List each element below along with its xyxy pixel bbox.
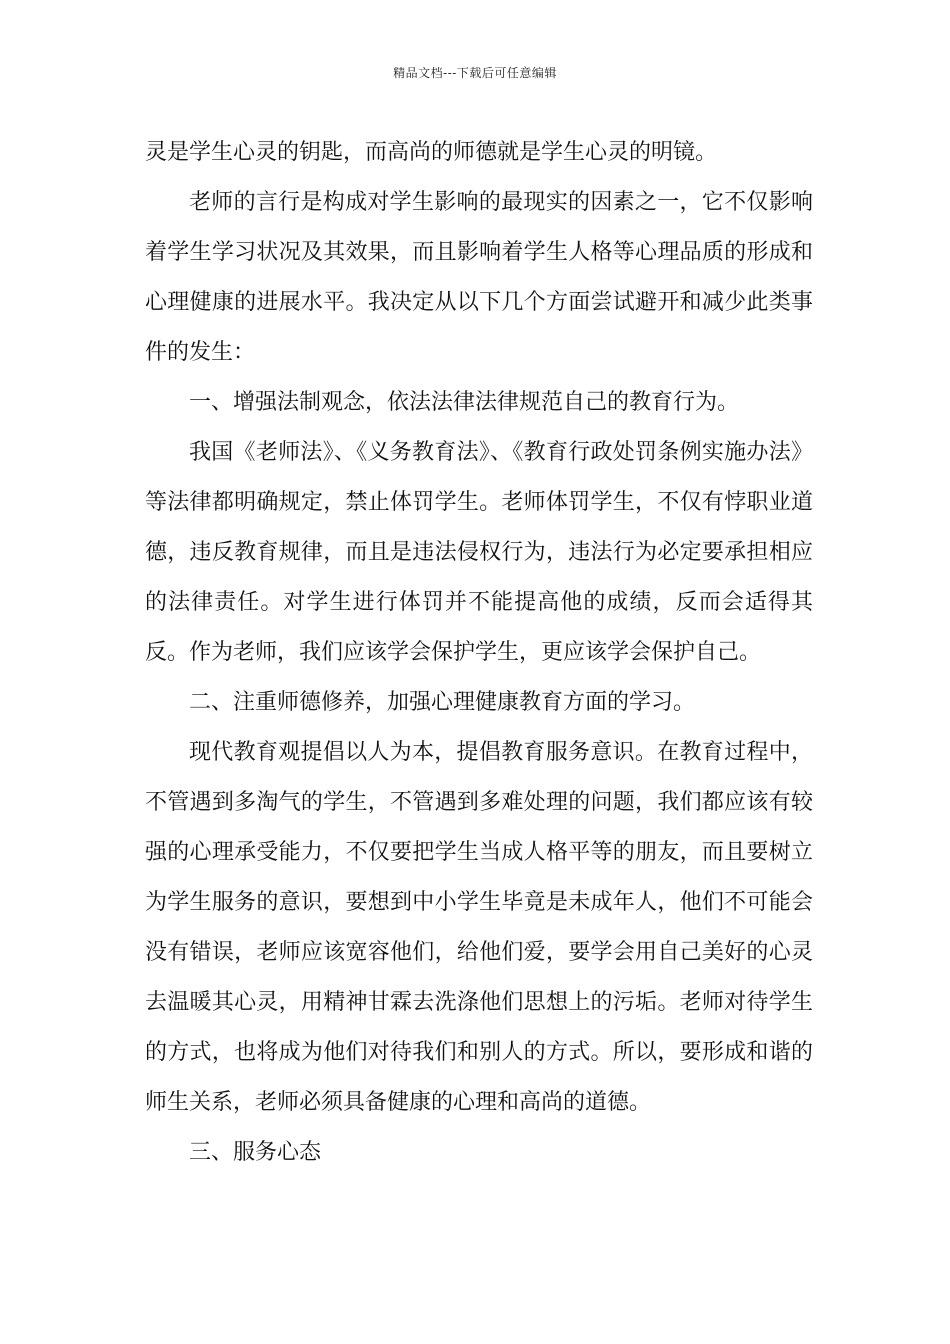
paragraph-modern-education: 现代教育观提倡以人为本，提倡教育服务意识。在教育过程中，不管遇到多淘气的学生，不管遇到多难处理的问题，我们都应该有较强的心理承受能力，不仅要把学生当成人格平等的朋友，而且要树立为学生服务的意识，要想到中小学生毕竟是未成年人，他们不可能会没有错误，老师应该宽容他们，给他们爱，要学会用自己美好的心灵去温暖其心灵，用精神甘霖去洗涤他们思想上的污垢。老师对待学生的方式，也将成为他们对待我们和别人的方式。所以，要形成和谐的师生关系，老师必须具备健康的心理和高尚的道德。 bbox=[145, 740, 813, 1115]
paragraph-laws: 我国《老师法》、《义务教育法》、《教育行政处罚条例实施办法》等法律都明确规定，禁止体罚学生。老师体罚学生，不仅有悖职业道德，违反教育规律，而且是违法侵权行为，违法行为必定要承担相应的法律责任。对学生进行体罚并不能提高他的成绩，反而会适得其反。作为老师，我们应该学会保护学生，更应该学会保护自己。 bbox=[145, 440, 813, 665]
paragraph-continuation: 灵是学生心灵的钥匙，而高尚的师德就是学生心灵的明镜。 bbox=[145, 140, 718, 165]
section-heading-3: 三、服务心态 bbox=[189, 1140, 322, 1165]
page-header: 精品文档---下载后可任意编辑 bbox=[393, 66, 557, 80]
paragraph-teacher-influence: 老师的言行是构成对学生影响的最现实的因素之一，它不仅影响着学生学习状况及其效果，而且影响着学生人格等心理品质的形成和心理健康的进展水平。我决定从以下几个方面尝试避开和减少此类事件的发生： bbox=[145, 190, 813, 365]
section-heading-2: 二、注重师德修养，加强心理健康教育方面的学习。 bbox=[189, 690, 696, 715]
document-body bbox=[145, 128, 813, 1178]
section-heading-1: 一、增强法制观念，依法法律法律规范自己的教育行为。 bbox=[189, 390, 740, 415]
